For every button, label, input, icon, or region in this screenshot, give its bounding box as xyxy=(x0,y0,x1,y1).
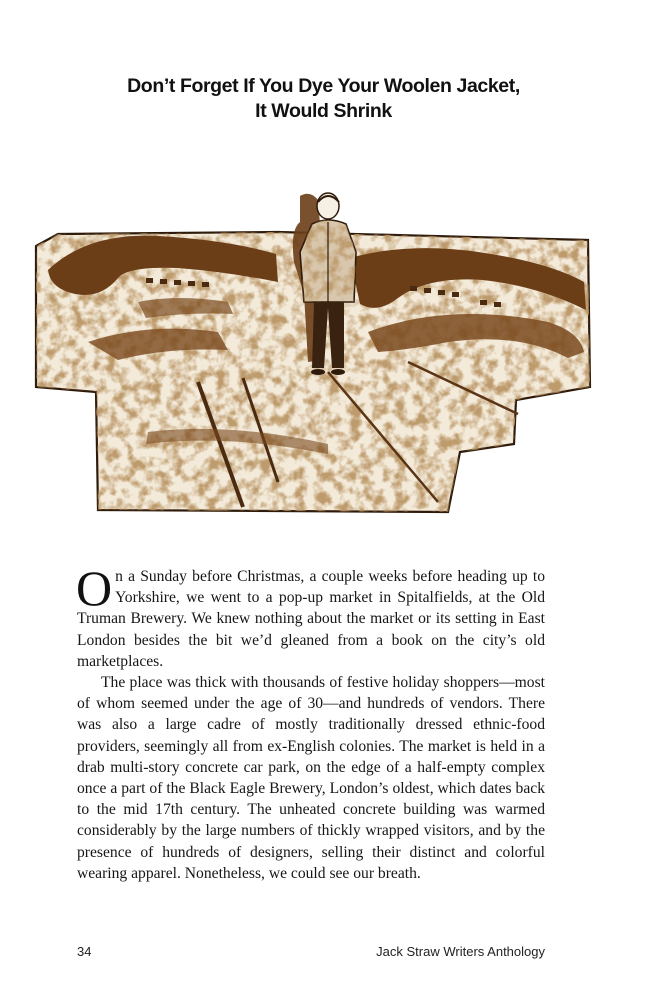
sepia-illustration xyxy=(28,182,598,522)
body-text xyxy=(76,560,545,884)
paragraph-1 xyxy=(76,560,545,672)
running-footer-title: Jack Straw Writers Anthology xyxy=(376,944,545,959)
paragraph-2: The place was thick with thousands of festive holiday shoppers—most of whom seemed under the age of 30—and hundreds of vendors. There was also a large cadre of mostly traditionally dressed ethnic-food providers, seemingly all from ex-English colonies. The market is held in a drab multi-story concrete car park, on the edge of a half-empty complex once a part of the Black Eagle Brewery, London’s oldest, which dates back to the mid 17th century. The unheated concrete building was warmed considerably by the large numbers of thickly wrapped visitors, and by the presence of hundreds of designers, selling their distinct and colorful wearing apparel. Nonetheless, we could see our breath. xyxy=(77,674,545,882)
title-line-2: It Would Shrink xyxy=(255,100,392,122)
paragraph-1-text: n a Sunday before Christmas, a couple weeks before heading up to Yorkshire, we went to a pop-up market in Spitalfields, at the Old Truman Brewery. We knew nothing about the market or its setting in East London besides the bit we’d gleaned from a book on the city’s old marketplaces. xyxy=(77,568,545,670)
drop-cap: O xyxy=(76,560,113,616)
title-line-1: Don’t Forget If You Dye Your Woolen Jacket, xyxy=(127,75,520,97)
chapter-title xyxy=(40,74,607,124)
page-number: 34 xyxy=(77,944,92,959)
